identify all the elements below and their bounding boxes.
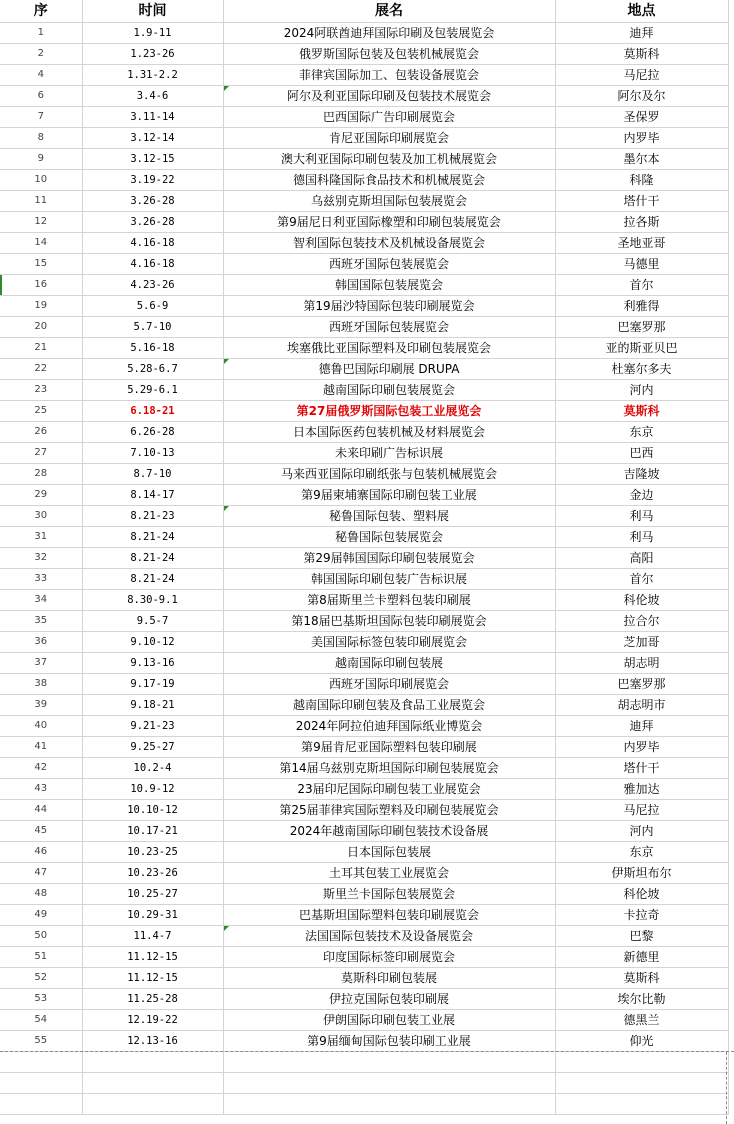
cell-date[interactable]: 10.2-4 xyxy=(82,758,223,779)
cell-seq[interactable]: 47 xyxy=(0,863,82,884)
cell-city[interactable]: 芝加哥 xyxy=(555,632,728,653)
cell-seq[interactable]: 23 xyxy=(0,380,82,401)
cell-seq[interactable]: 11 xyxy=(0,191,82,212)
empty-cell[interactable] xyxy=(0,1073,82,1094)
cell-seq[interactable]: 54 xyxy=(0,1010,82,1031)
cell-text: 16 xyxy=(34,279,48,290)
cell-city[interactable]: 内罗毕 xyxy=(555,737,728,758)
table-row xyxy=(0,800,728,821)
cell-city[interactable]: 利雅得 xyxy=(555,296,728,317)
table-row xyxy=(0,65,728,86)
cell-city[interactable]: 莫斯科 xyxy=(555,401,728,422)
cell-date[interactable]: 3.26-28 xyxy=(82,212,223,233)
cell-name[interactable]: 第14届乌兹别克斯坦国际印刷包装展览会 xyxy=(223,758,555,779)
cell-text: 法国国际包装技术及设备展览会 xyxy=(304,929,473,943)
cell-date[interactable]: 3.11-14 xyxy=(82,107,223,128)
cell-seq[interactable]: 48 xyxy=(0,884,82,905)
cell-date[interactable]: 11.4-7 xyxy=(82,926,223,947)
cell-name[interactable]: 土耳其包装工业展览会 xyxy=(223,863,555,884)
cell-seq[interactable]: 39 xyxy=(0,695,82,716)
empty-row xyxy=(0,1052,728,1073)
cell-date[interactable]: 10.10-12 xyxy=(82,800,223,821)
cell-date[interactable]: 8.21-24 xyxy=(82,569,223,590)
table-row xyxy=(0,296,728,317)
table-row xyxy=(0,590,728,611)
cell-date[interactable]: 3.26-28 xyxy=(82,191,223,212)
cell-name[interactable]: 2024年阿拉伯迪拜国际纸业博览会 xyxy=(223,716,555,737)
cell-name[interactable]: 第19届沙特国际包装印刷展览会 xyxy=(223,296,555,317)
cell-date[interactable]: 3.12-15 xyxy=(82,149,223,170)
cell-name[interactable]: 菲律宾国际加工、包装设备展览会 xyxy=(223,65,555,86)
cell-date[interactable]: 12.13-16 xyxy=(82,1031,223,1052)
cell-seq[interactable]: 49 xyxy=(0,905,82,926)
cell-name[interactable]: 美国国际标签包装印刷展览会 xyxy=(223,632,555,653)
empty-cell[interactable] xyxy=(82,1052,223,1073)
empty-cell[interactable] xyxy=(555,1094,728,1115)
cell-seq[interactable]: 26 xyxy=(0,422,82,443)
cell-city[interactable]: 迪拜 xyxy=(555,716,728,737)
cell-name[interactable]: 第9届肯尼亚国际塑料包装印刷展 xyxy=(223,737,555,758)
cell-seq[interactable]: 30 xyxy=(0,506,82,527)
cell-city[interactable]: 马尼拉 xyxy=(555,800,728,821)
cell-city[interactable]: 科隆 xyxy=(555,170,728,191)
table-row xyxy=(0,464,728,485)
cell-seq[interactable]: 52 xyxy=(0,968,82,989)
cell-city[interactable]: 马尼拉 xyxy=(555,65,728,86)
cell-name[interactable]: 西班牙国际包装展览会 xyxy=(223,254,555,275)
cell-date[interactable]: 11.12-15 xyxy=(82,968,223,989)
table-row xyxy=(0,632,728,653)
cell-city[interactable]: 巴塞罗那 xyxy=(555,317,728,338)
cell-date[interactable]: 9.17-19 xyxy=(82,674,223,695)
table-row xyxy=(0,380,728,401)
cell-city[interactable]: 墨尔本 xyxy=(555,149,728,170)
table-row xyxy=(0,737,728,758)
empty-cell[interactable] xyxy=(82,1073,223,1094)
cell-city[interactable]: 河内 xyxy=(555,380,728,401)
cell-date[interactable]: 1.23-26 xyxy=(82,44,223,65)
empty-cell[interactable] xyxy=(223,1073,555,1094)
cell-city[interactable]: 莫斯科 xyxy=(555,44,728,65)
page-break-line xyxy=(0,1051,734,1052)
table-row xyxy=(0,758,728,779)
cell-name[interactable]: 2024年越南国际印刷包装技术设备展 xyxy=(223,821,555,842)
selection-marker-icon xyxy=(0,275,2,295)
table-row xyxy=(0,905,728,926)
cell-city[interactable]: 马德里 xyxy=(555,254,728,275)
cell-seq[interactable]: 45 xyxy=(0,821,82,842)
empty-row xyxy=(0,1094,728,1115)
cell-city[interactable]: 埃尔比勒 xyxy=(555,989,728,1010)
cell-date[interactable]: 8.30-9.1 xyxy=(82,590,223,611)
cell-seq[interactable]: 41 xyxy=(0,737,82,758)
cell-name[interactable]: 第9届缅甸国际包装印刷工业展 xyxy=(223,1031,555,1052)
cell-name[interactable]: 伊朗国际印刷包装工业展 xyxy=(223,1010,555,1031)
cell-text: 阿尔及利亚国际印刷及包装技术展览会 xyxy=(286,89,491,103)
cell-city[interactable]: 新德里 xyxy=(555,947,728,968)
cell-seq[interactable]: 37 xyxy=(0,653,82,674)
cell-city[interactable]: 杜塞尔多夫 xyxy=(555,359,728,380)
cell-seq[interactable]: 2 xyxy=(0,44,82,65)
cell-name[interactable]: 2024阿联酋迪拜国际印刷及包装展览会 xyxy=(223,23,555,44)
cell-seq[interactable]: 55 xyxy=(0,1031,82,1052)
cell-seq[interactable]: 28 xyxy=(0,464,82,485)
cell-name[interactable]: 第27届俄罗斯国际包装工业展览会 xyxy=(223,401,555,422)
cell-name[interactable]: 韩国国际印刷包装广告标识展 xyxy=(223,569,555,590)
cell-name[interactable]: 第29届韩国国际印刷包装展览会 xyxy=(223,548,555,569)
comment-indicator-icon xyxy=(224,926,229,931)
cell-name[interactable]: 越南国际印刷包装展 xyxy=(223,653,555,674)
comment-indicator-icon xyxy=(224,359,229,364)
cell-seq[interactable]: 19 xyxy=(0,296,82,317)
cell-date[interactable]: 8.21-23 xyxy=(82,506,223,527)
cell-city[interactable]: 科伦坡 xyxy=(555,590,728,611)
cell-name[interactable]: 俄罗斯国际包装及包装机械展览会 xyxy=(223,44,555,65)
cell-date[interactable]: 9.25-27 xyxy=(82,737,223,758)
empty-cell[interactable] xyxy=(82,1094,223,1115)
table-row xyxy=(0,695,728,716)
table-row xyxy=(0,275,728,296)
cell-city[interactable]: 阿尔及尔 xyxy=(555,86,728,107)
cell-name[interactable]: 马来西亚国际印刷纸张与包装机械展览会 xyxy=(223,464,555,485)
cell-city[interactable]: 卡拉奇 xyxy=(555,905,728,926)
cell-name[interactable]: 西班牙国际包装展览会 xyxy=(223,317,555,338)
cell-seq[interactable]: 1 xyxy=(0,23,82,44)
cell-date[interactable]: 9.21-23 xyxy=(82,716,223,737)
table-row xyxy=(0,338,728,359)
cell-date[interactable]: 9.13-16 xyxy=(82,653,223,674)
cell-date[interactable]: 5.16-18 xyxy=(82,338,223,359)
cell-name[interactable]: 智利国际包装技术及机械设备展览会 xyxy=(223,233,555,254)
cell-name[interactable]: 第18届巴基斯坦国际包装印刷展览会 xyxy=(223,611,555,632)
cell-name[interactable]: 巴西国际广告印刷展览会 xyxy=(223,107,555,128)
table-row xyxy=(0,821,728,842)
cell-city[interactable]: 金边 xyxy=(555,485,728,506)
cell-name[interactable]: 23届印尼国际印刷包装工业展览会 xyxy=(223,779,555,800)
cell-city[interactable]: 胡志明市 xyxy=(555,695,728,716)
cell-city[interactable]: 科伦坡 xyxy=(555,884,728,905)
header-city[interactable]: 地点 xyxy=(555,0,728,23)
table-row xyxy=(0,254,728,275)
cell-seq[interactable]: 31 xyxy=(0,527,82,548)
table-row xyxy=(0,863,728,884)
table-row xyxy=(0,653,728,674)
cell-seq[interactable]: 22 xyxy=(0,359,82,380)
cell-city[interactable]: 东京 xyxy=(555,842,728,863)
table-row xyxy=(0,233,728,254)
table-row xyxy=(0,485,728,506)
cell-seq[interactable]: 21 xyxy=(0,338,82,359)
cell-seq[interactable]: 44 xyxy=(0,800,82,821)
cell-city[interactable]: 胡志明 xyxy=(555,653,728,674)
header-date[interactable]: 时间 xyxy=(82,0,223,23)
cell-seq[interactable]: 42 xyxy=(0,758,82,779)
header-row xyxy=(0,0,728,23)
cell-seq[interactable]: 14 xyxy=(0,233,82,254)
empty-cell[interactable] xyxy=(0,1094,82,1115)
table-row xyxy=(0,191,728,212)
cell-date[interactable]: 10.23-25 xyxy=(82,842,223,863)
cell-date[interactable]: 11.25-28 xyxy=(82,989,223,1010)
table-row xyxy=(0,989,728,1010)
empty-row xyxy=(0,1073,728,1094)
cell-name[interactable]: 第9届柬埔寨国际印刷包装工业展 xyxy=(223,485,555,506)
cell-seq[interactable]: 53 xyxy=(0,989,82,1010)
cell-date[interactable]: 8.7-10 xyxy=(82,464,223,485)
cell-seq[interactable]: 46 xyxy=(0,842,82,863)
cell-seq[interactable]: 29 xyxy=(0,485,82,506)
cell-seq[interactable]: 40 xyxy=(0,716,82,737)
cell-city[interactable]: 东京 xyxy=(555,422,728,443)
cell-date[interactable]: 10.23-26 xyxy=(82,863,223,884)
cell-city[interactable]: 拉各斯 xyxy=(555,212,728,233)
comment-indicator-icon xyxy=(224,86,229,91)
cell-seq[interactable]: 20 xyxy=(0,317,82,338)
cell-city[interactable]: 雅加达 xyxy=(555,779,728,800)
table-row xyxy=(0,443,728,464)
cell-date[interactable]: 4.23-26 xyxy=(82,275,223,296)
cell-text: 德鲁巴国际印刷展 DRUPA xyxy=(318,362,460,376)
cell-name[interactable]: 日本国际医药包装机械及材料展览会 xyxy=(223,422,555,443)
cell-seq[interactable]: 36 xyxy=(0,632,82,653)
cell-city[interactable]: 迪拜 xyxy=(555,23,728,44)
cell-name[interactable]: 斯里兰卡国际包装展览会 xyxy=(223,884,555,905)
table-row xyxy=(0,149,728,170)
empty-cell[interactable] xyxy=(223,1094,555,1115)
cell-date[interactable]: 9.5-7 xyxy=(82,611,223,632)
table-row xyxy=(0,1010,728,1031)
cell-date[interactable]: 9.10-12 xyxy=(82,632,223,653)
cell-date[interactable]: 3.12-14 xyxy=(82,128,223,149)
cell-date[interactable]: 5.29-6.1 xyxy=(82,380,223,401)
header-name[interactable]: 展名 xyxy=(223,0,555,23)
cell-seq[interactable]: 6 xyxy=(0,86,82,107)
cell-name[interactable]: 越南国际印刷包装及食品工业展览会 xyxy=(223,695,555,716)
cell-date[interactable]: 1.9-11 xyxy=(82,23,223,44)
cell-seq[interactable]: 15 xyxy=(0,254,82,275)
cell-seq[interactable]: 7 xyxy=(0,107,82,128)
cell-name[interactable]: 德国科隆国际食品技术和机械展览会 xyxy=(223,170,555,191)
empty-cell[interactable] xyxy=(555,1052,728,1073)
table-row xyxy=(0,506,728,527)
cell-date[interactable]: 7.10-13 xyxy=(82,443,223,464)
cell-seq[interactable]: 38 xyxy=(0,674,82,695)
table-row xyxy=(0,947,728,968)
cell-seq[interactable]: 33 xyxy=(0,569,82,590)
table-row xyxy=(0,23,728,44)
cell-name[interactable]: 越南国际印刷包装展览会 xyxy=(223,380,555,401)
cell-name[interactable]: 第25届菲律宾国际塑料及印刷包装展览会 xyxy=(223,800,555,821)
cell-seq[interactable]: 43 xyxy=(0,779,82,800)
cell-name[interactable]: 莫斯科印刷包装展 xyxy=(223,968,555,989)
table-row xyxy=(0,359,728,380)
table-row xyxy=(0,212,728,233)
cell-name[interactable]: 巴基斯坦国际塑料包装印刷展览会 xyxy=(223,905,555,926)
cell-name[interactable]: 西班牙国际印刷展览会 xyxy=(223,674,555,695)
cell-seq[interactable]: 8 xyxy=(0,128,82,149)
cell-city[interactable]: 德黑兰 xyxy=(555,1010,728,1031)
cell-name[interactable]: 埃塞俄比亚国际塑料及印刷包装展览会 xyxy=(223,338,555,359)
cell-city[interactable]: 首尔 xyxy=(555,569,728,590)
table-row xyxy=(0,968,728,989)
cell-date[interactable]: 3.19-22 xyxy=(82,170,223,191)
cell-city[interactable]: 仰光 xyxy=(555,1031,728,1052)
cell-seq[interactable]: 51 xyxy=(0,947,82,968)
cell-date[interactable]: 6.18-21 xyxy=(82,401,223,422)
cell-date[interactable]: 9.18-21 xyxy=(82,695,223,716)
cell-city[interactable]: 亚的斯亚贝巴 xyxy=(555,338,728,359)
cell-date[interactable]: 3.4-6 xyxy=(82,86,223,107)
cell-name[interactable]: 肯尼亚国际印刷展览会 xyxy=(223,128,555,149)
cell-seq[interactable]: 32 xyxy=(0,548,82,569)
header-seq[interactable]: 序 xyxy=(0,0,82,23)
table-row xyxy=(0,401,728,422)
table-row xyxy=(0,170,728,191)
cell-seq[interactable]: 50 xyxy=(0,926,82,947)
cell-name[interactable]: 第8届斯里兰卡塑料包装印刷展 xyxy=(223,590,555,611)
table-row xyxy=(0,611,728,632)
table-row xyxy=(0,779,728,800)
cell-date[interactable]: 10.17-21 xyxy=(82,821,223,842)
cell-date[interactable]: 8.21-24 xyxy=(82,527,223,548)
cell-seq[interactable]: 12 xyxy=(0,212,82,233)
cell-city[interactable]: 塔什干 xyxy=(555,191,728,212)
table-row xyxy=(0,926,728,947)
cell-date[interactable]: 5.28-6.7 xyxy=(82,359,223,380)
cell-date[interactable]: 4.16-18 xyxy=(82,233,223,254)
empty-cell[interactable] xyxy=(0,1052,82,1073)
cell-date[interactable]: 8.14-17 xyxy=(82,485,223,506)
cell-date[interactable]: 1.31-2.2 xyxy=(82,65,223,86)
cell-date[interactable]: 10.25-27 xyxy=(82,884,223,905)
cell-seq[interactable] xyxy=(0,275,82,296)
cell-seq[interactable]: 35 xyxy=(0,611,82,632)
table-row xyxy=(0,1031,728,1052)
cell-city[interactable]: 高阳 xyxy=(555,548,728,569)
cell-name[interactable]: 未来印刷广告标识展 xyxy=(223,443,555,464)
table-row xyxy=(0,44,728,65)
cell-city[interactable]: 吉隆坡 xyxy=(555,464,728,485)
cell-name[interactable]: 韩国国际包装展览会 xyxy=(223,275,555,296)
cell-seq[interactable]: 10 xyxy=(0,170,82,191)
cell-name[interactable]: 第9届尼日利亚国际橡塑和印刷包装展览会 xyxy=(223,212,555,233)
cell-name[interactable]: 日本国际包装展 xyxy=(223,842,555,863)
cell-date[interactable]: 5.7-10 xyxy=(82,317,223,338)
table-row xyxy=(0,674,728,695)
cell-date[interactable]: 10.9-12 xyxy=(82,779,223,800)
cell-name[interactable]: 印度国际标签印刷展览会 xyxy=(223,947,555,968)
cell-city[interactable]: 塔什干 xyxy=(555,758,728,779)
cell-city[interactable]: 河内 xyxy=(555,821,728,842)
table-row xyxy=(0,569,728,590)
cell-city[interactable]: 巴黎 xyxy=(555,926,728,947)
cell-seq[interactable]: 9 xyxy=(0,149,82,170)
cell-seq[interactable]: 25 xyxy=(0,401,82,422)
table-row xyxy=(0,86,728,107)
cell-name[interactable] xyxy=(223,926,555,947)
cell-date[interactable]: 8.21-24 xyxy=(82,548,223,569)
cell-name[interactable]: 乌兹别克斯坦国际包装展览会 xyxy=(223,191,555,212)
comment-indicator-icon xyxy=(224,506,229,511)
empty-cell[interactable] xyxy=(223,1052,555,1073)
cell-seq[interactable]: 34 xyxy=(0,590,82,611)
cell-city[interactable]: 圣地亚哥 xyxy=(555,233,728,254)
table-row xyxy=(0,527,728,548)
cell-name[interactable]: 澳大利亚国际印刷包装及加工机械展览会 xyxy=(223,149,555,170)
cell-date[interactable]: 5.6-9 xyxy=(82,296,223,317)
cell-city[interactable]: 利马 xyxy=(555,506,728,527)
cell-city[interactable]: 巴塞罗那 xyxy=(555,674,728,695)
cell-seq[interactable]: 4 xyxy=(0,65,82,86)
cell-city[interactable]: 巴西 xyxy=(555,443,728,464)
cell-text: 秘鲁国际包装、塑料展 xyxy=(328,509,449,523)
table-row xyxy=(0,884,728,905)
page-break-vertical xyxy=(726,1052,727,1124)
cell-name[interactable]: 秘鲁国际包装展览会 xyxy=(223,527,555,548)
cell-city[interactable]: 利马 xyxy=(555,527,728,548)
cell-city[interactable]: 圣保罗 xyxy=(555,107,728,128)
table-row xyxy=(0,128,728,149)
table-row xyxy=(0,422,728,443)
cell-date[interactable]: 6.26-28 xyxy=(82,422,223,443)
table-row xyxy=(0,317,728,338)
cell-date[interactable]: 10.29-31 xyxy=(82,905,223,926)
cell-city[interactable]: 拉合尔 xyxy=(555,611,728,632)
cell-city[interactable]: 莫斯科 xyxy=(555,968,728,989)
cell-name[interactable] xyxy=(223,506,555,527)
cell-date[interactable]: 4.16-18 xyxy=(82,254,223,275)
cell-city[interactable]: 伊斯坦布尔 xyxy=(555,863,728,884)
cell-name[interactable] xyxy=(223,359,555,380)
cell-name[interactable] xyxy=(223,86,555,107)
cell-city[interactable]: 内罗毕 xyxy=(555,128,728,149)
cell-date[interactable]: 12.19-22 xyxy=(82,1010,223,1031)
table-row xyxy=(0,548,728,569)
empty-cell[interactable] xyxy=(555,1073,728,1094)
table-row xyxy=(0,107,728,128)
table-row xyxy=(0,716,728,737)
cell-name[interactable]: 伊拉克国际包装印刷展 xyxy=(223,989,555,1010)
table-row xyxy=(0,842,728,863)
cell-city[interactable]: 首尔 xyxy=(555,275,728,296)
cell-date[interactable]: 11.12-15 xyxy=(82,947,223,968)
cell-seq[interactable]: 27 xyxy=(0,443,82,464)
